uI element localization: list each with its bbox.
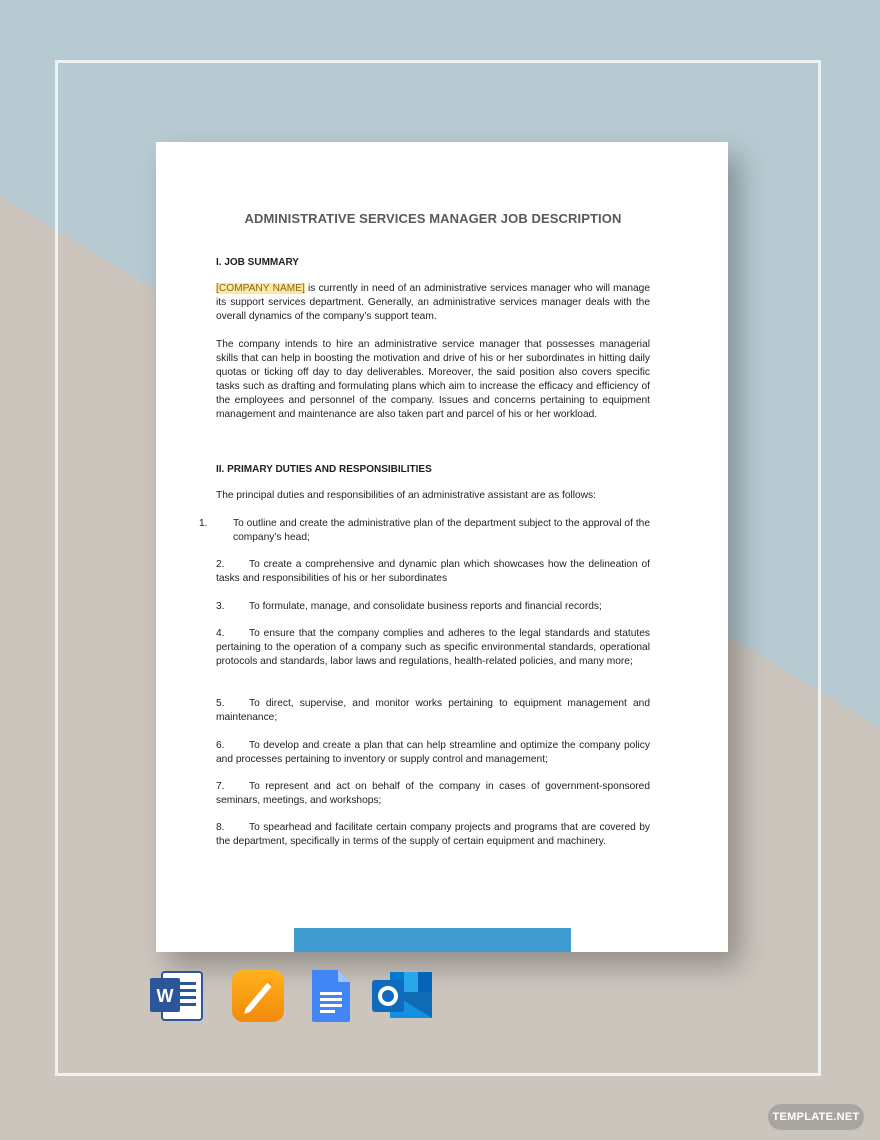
brand-badge[interactable]: TEMPLATE.NET [768,1104,864,1130]
duty-item-7: 7. To represent and act on behalf of the company in cases of government-sponsored seminars, meetings, and workshops; [216,781,650,806]
duty-item-5: 5. To direct, supervise, and monitor works pertaining to equipment management and maintenance; [216,698,650,723]
section-heading-job-summary: I. JOB SUMMARY [216,257,299,268]
duty-item-3: 3. To formulate, manage, and consolidate business reports and financial records; [216,601,602,612]
outlook-icon[interactable] [370,968,434,1024]
pages-icon[interactable] [230,968,286,1024]
company-name-placeholder: [COMPANY NAME] [216,283,305,294]
job-summary-paragraph-1-text: is currently in need of an administrative services manager who will manage its support services department. Generally, an administrative services manager deals with the overall dynamics of the company’s support team. [216,283,651,322]
download-bar[interactable] [294,928,571,952]
job-summary-paragraph-1 [216,282,650,324]
svg-text:W: W [156,986,174,1006]
duties-intro: The principal duties and responsibilities of an administrative assistant are as follows: [216,490,596,501]
duty-item-4: 4. To ensure that the company complies and adheres to the legal standards and statutes pertaining to the operation of a company such as specific environmental standards, operational protocols and standards, labor laws and regulations, health-related policies, and many more; [216,628,650,667]
document-page [156,142,728,952]
duty-item-6: 6. To develop and create a plan that can help streamline and optimize the company policy and processes pertaining to inventory or supply control and management; [216,740,650,765]
section-heading-duties: II. PRIMARY DUTIES AND RESPONSIBILITIES [216,464,432,475]
google-docs-icon[interactable] [308,968,354,1024]
document-title: ADMINISTRATIVE SERVICES MANAGER JOB DESCRIPTION [244,211,622,226]
duty-item-1: 1. To outline and create the administrative plan of the department subject to the approval of the company’s head; [199,518,650,543]
job-summary-paragraph-2: The company intends to hire an administrative service manager that possesses managerial skills that can help in boosting the motivation and drive of his or her subordinates in hitting daily quotas or ticking off day to day deliverables. Moreover, the said position also covers specific tasks such as drafting and formulating plans which aim to increase the efficacy and efficiency of the employees and personnel of the company. Issues and concerns pertaining to equipment management and maintenance are also taken part and parcel of his or her workload. [216,339,650,420]
word-icon[interactable] [148,968,206,1024]
duty-item-2: 2. To create a comprehensive and dynamic plan which showcases how the delineation of tasks and responsibilities of his or her subordinates [216,559,650,584]
duty-item-8: 8. To spearhead and facilitate certain company projects and programs that are covered by the department, specifically in terms of the supply of certain equipment and machinery. [216,822,650,847]
